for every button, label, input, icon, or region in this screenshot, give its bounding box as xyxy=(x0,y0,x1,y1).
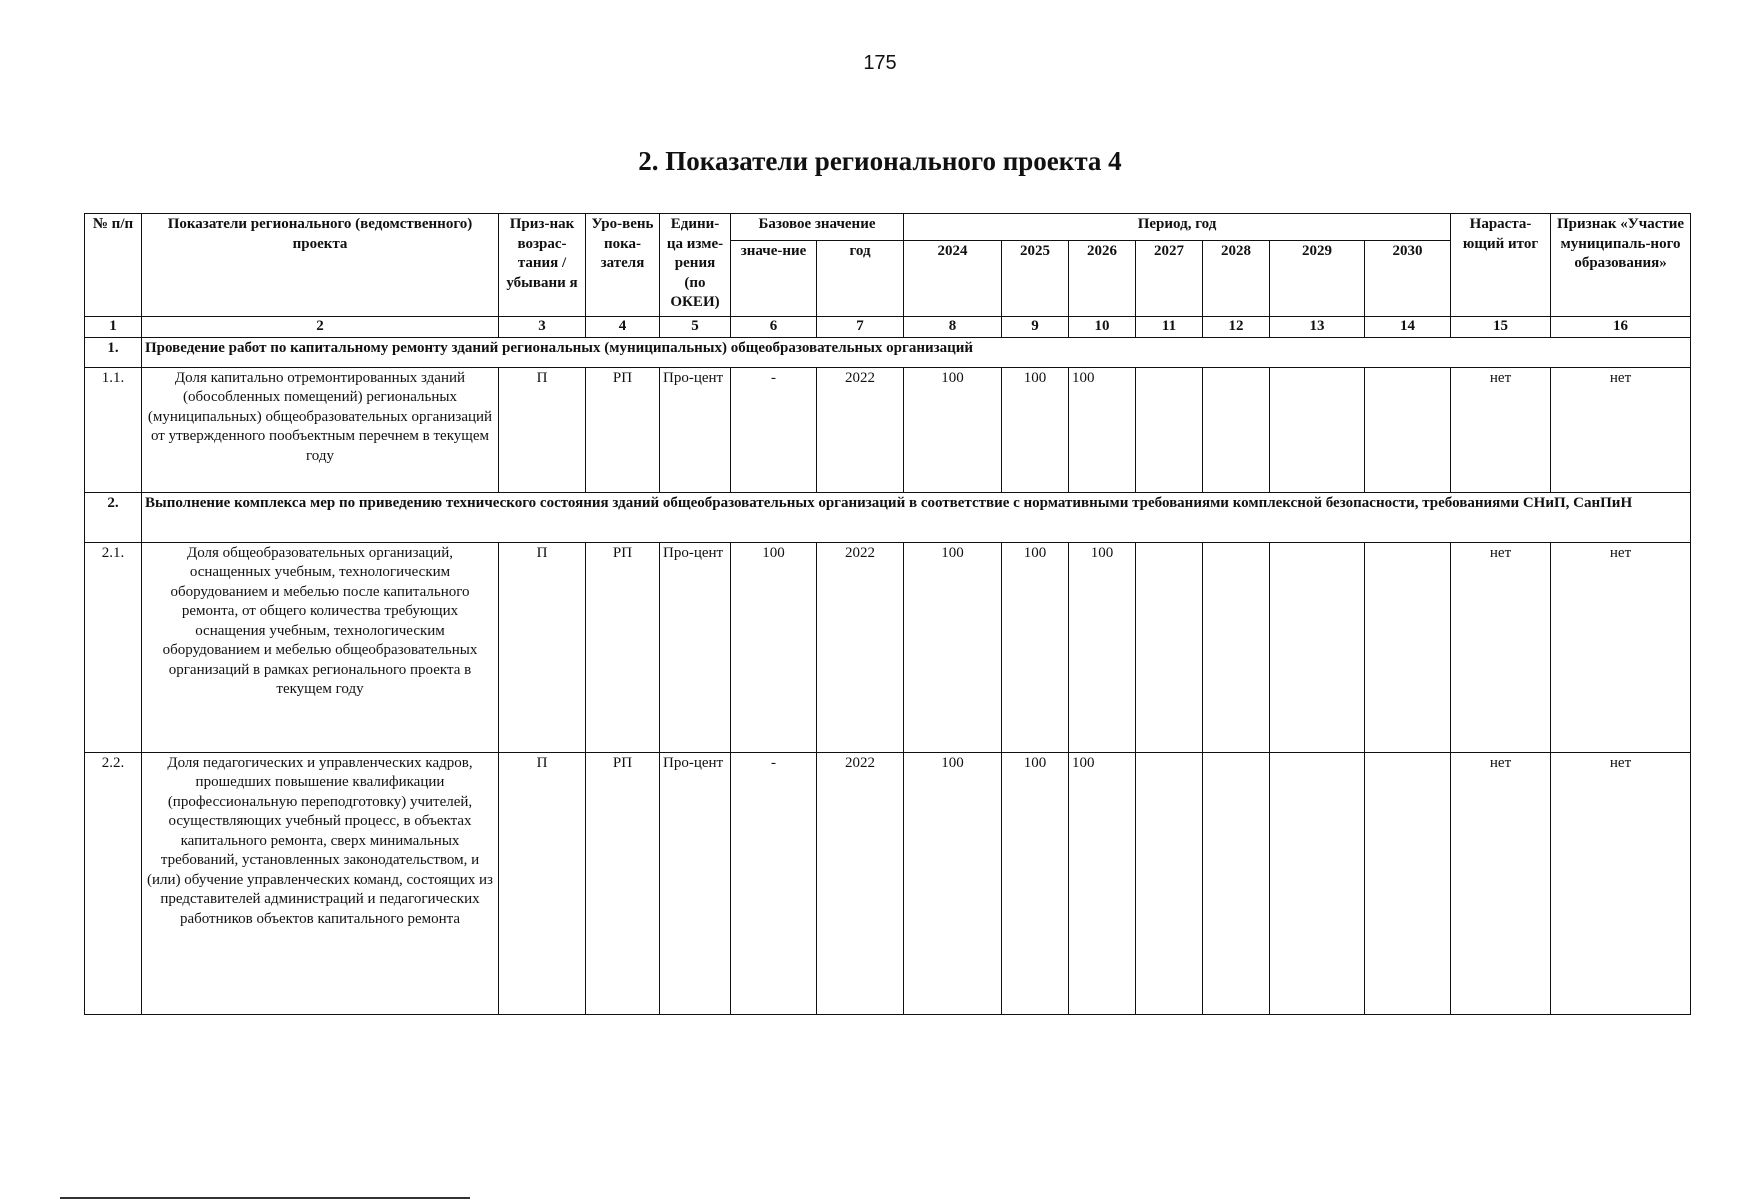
year-2024-cell: 100 xyxy=(904,752,1002,1014)
header-base: Базовое значение xyxy=(731,214,904,241)
unit-cell: Про-цент xyxy=(660,752,731,1014)
header-base-year: год xyxy=(817,241,904,317)
cumulative-cell: нет xyxy=(1451,752,1551,1014)
cumulative-cell: нет xyxy=(1451,542,1551,752)
page-number: 175 xyxy=(863,52,897,74)
header-year-2026: 2026 xyxy=(1069,241,1136,317)
column-number: 16 xyxy=(1551,317,1691,338)
column-number: 11 xyxy=(1136,317,1203,338)
column-number: 15 xyxy=(1451,317,1551,338)
municipal-cell: нет xyxy=(1551,367,1691,492)
column-number: 9 xyxy=(1002,317,1069,338)
year-2028-cell xyxy=(1203,542,1270,752)
column-number: 6 xyxy=(731,317,817,338)
year-2029-cell xyxy=(1270,752,1365,1014)
year-2030-cell xyxy=(1365,542,1451,752)
section-row xyxy=(85,337,1691,367)
level-cell: РП xyxy=(586,542,660,752)
header-base-value: значе-ние xyxy=(731,241,817,317)
year-2025-cell: 100 xyxy=(1002,752,1069,1014)
sign-cell: П xyxy=(499,542,586,752)
cumulative-cell: нет xyxy=(1451,367,1551,492)
section-number: 2. xyxy=(85,492,142,542)
column-number: 7 xyxy=(817,317,904,338)
header-indicator: Показатели регионального (ведомственного) проекта xyxy=(142,214,499,317)
unit-cell: Про-цент xyxy=(660,542,731,752)
header-municipal: Признак «Участие муниципаль-ного образования» xyxy=(1551,214,1691,317)
section-row xyxy=(85,492,1691,542)
year-2027-cell xyxy=(1136,542,1203,752)
header-row-1 xyxy=(85,214,1691,241)
year-2028-cell xyxy=(1203,752,1270,1014)
indicator-name: Доля капитально отремонтированных зданий (обособленных помещений) региональных (муниципальных) общеобразовательных организаций от утвержденного пообъектным перечнем в текущем году xyxy=(142,367,499,492)
header-year-2025: 2025 xyxy=(1002,241,1069,317)
column-number: 1 xyxy=(85,317,142,338)
base-year-cell: 2022 xyxy=(817,752,904,1014)
indicator-name: Доля общеобразовательных организаций, оснащенных учебным, технологическим оборудованием и мебелью после капитального ремонта, от общего количества требующих оснащения учебным, технологическим оборудованием и мебелью общеобразовательных организаций в рамках регионального проекта в текущем году xyxy=(142,542,499,752)
header-year-2030: 2030 xyxy=(1365,241,1451,317)
year-2026-cell: 100 xyxy=(1069,542,1136,752)
column-number-row xyxy=(85,317,1691,338)
year-2029-cell xyxy=(1270,367,1365,492)
header-year-2024: 2024 xyxy=(904,241,1002,317)
header-year-2027: 2027 xyxy=(1136,241,1203,317)
column-number: 2 xyxy=(142,317,499,338)
column-number: 4 xyxy=(586,317,660,338)
indicator-name: Доля педагогических и управленческих кадров, прошедших повышение квалификации (профессиональную переподготовку) учителей, осуществляющих учебный процесс, в объектах капитального ремонта, сверх минимальных требований, установленных законодательством, и (или) обучение управленческих команд, состоящих из представителей администраций и педагогических работников объектов капитального ремонта xyxy=(142,752,499,1014)
table-row xyxy=(85,542,1691,752)
base-year-cell: 2022 xyxy=(817,542,904,752)
municipal-cell: нет xyxy=(1551,752,1691,1014)
base-value-cell: - xyxy=(731,752,817,1014)
indicators-table xyxy=(84,213,1691,1015)
header-period: Период, год xyxy=(904,214,1451,241)
year-2027-cell xyxy=(1136,752,1203,1014)
year-2025-cell: 100 xyxy=(1002,542,1069,752)
year-2026-cell: 100 xyxy=(1069,367,1136,492)
row-number: 1.1. xyxy=(85,367,142,492)
section-title: Проведение работ по капитальному ремонту зданий региональных (муниципальных) общеобразовательных организаций xyxy=(142,337,1691,367)
column-number: 3 xyxy=(499,317,586,338)
level-cell: РП xyxy=(586,752,660,1014)
column-number: 14 xyxy=(1365,317,1451,338)
row-number: 2.1. xyxy=(85,542,142,752)
level-cell: РП xyxy=(586,367,660,492)
unit-cell: Про-цент xyxy=(660,367,731,492)
column-number: 10 xyxy=(1069,317,1136,338)
year-2030-cell xyxy=(1365,752,1451,1014)
base-year-cell: 2022 xyxy=(817,367,904,492)
year-2024-cell: 100 xyxy=(904,542,1002,752)
column-number: 5 xyxy=(660,317,731,338)
column-number: 12 xyxy=(1203,317,1270,338)
base-value-cell: - xyxy=(731,367,817,492)
page-title: 2. Показатели регионального проекта 4 xyxy=(638,146,1122,176)
column-number: 8 xyxy=(904,317,1002,338)
section-title: Выполнение комплекса мер по приведению технического состояния зданий общеобразовательных организаций в соответствие с нормативными требованиями комплексной безопасности, требованиями СНиП, СанПиН xyxy=(142,492,1691,542)
year-2026-cell: 100 xyxy=(1069,752,1136,1014)
sign-cell: П xyxy=(499,367,586,492)
year-2028-cell xyxy=(1203,367,1270,492)
year-2024-cell: 100 xyxy=(904,367,1002,492)
year-2027-cell xyxy=(1136,367,1203,492)
header-year-2029: 2029 xyxy=(1270,241,1365,317)
table-row xyxy=(85,367,1691,492)
footer-divider xyxy=(60,1197,470,1199)
header-num: № п/п xyxy=(85,214,142,317)
header-level: Уро-вень пока-зателя xyxy=(586,214,660,317)
header-year-2028: 2028 xyxy=(1203,241,1270,317)
row-number: 2.2. xyxy=(85,752,142,1014)
year-2029-cell xyxy=(1270,542,1365,752)
year-2030-cell xyxy=(1365,367,1451,492)
column-number: 13 xyxy=(1270,317,1365,338)
table-row xyxy=(85,752,1691,1014)
header-unit: Едини-ца изме-рения (по ОКЕИ) xyxy=(660,214,731,317)
section-number: 1. xyxy=(85,337,142,367)
sign-cell: П xyxy=(499,752,586,1014)
municipal-cell: нет xyxy=(1551,542,1691,752)
header-sign: Приз-нак возрас-тания / убывани я xyxy=(499,214,586,317)
base-value-cell: 100 xyxy=(731,542,817,752)
year-2025-cell: 100 xyxy=(1002,367,1069,492)
header-cumulative: Нараста-ющий итог xyxy=(1451,214,1551,317)
